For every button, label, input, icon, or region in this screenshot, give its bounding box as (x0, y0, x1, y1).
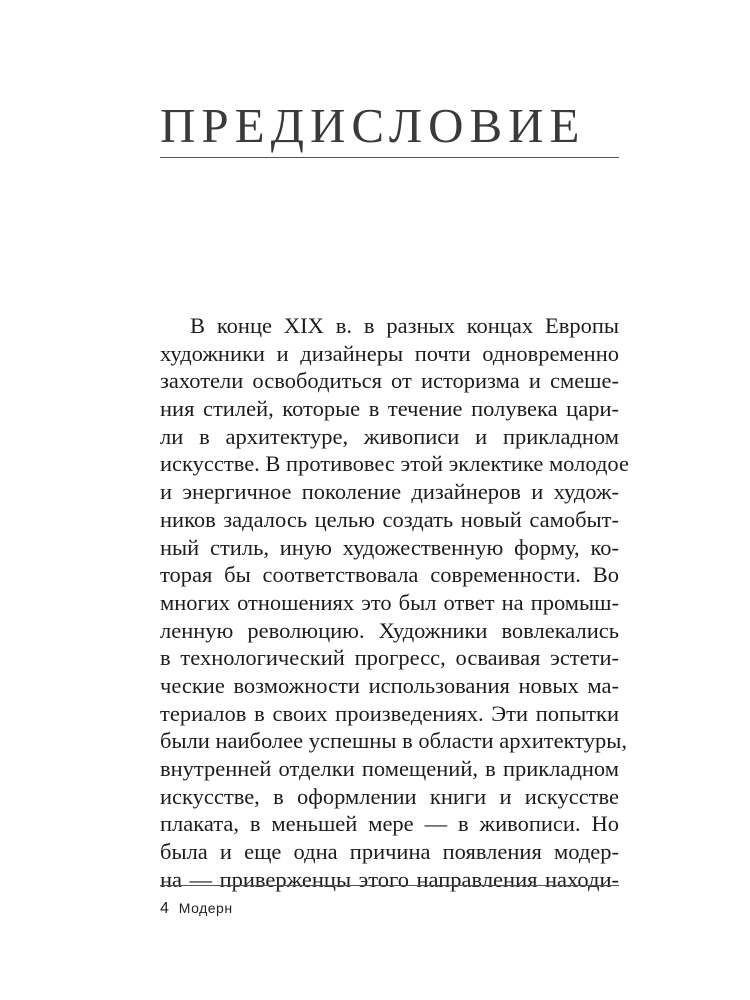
text-line: териалов в своих произведениях. Эти попытки (160, 700, 619, 726)
text-line: ли в архитектуре, живописи и прикладном (160, 423, 619, 449)
text-line: ленную революцию. Художники вовлекались (160, 617, 619, 643)
text-line: искусстве. В противовес этой эклектике молодое (160, 451, 629, 477)
text-line: плаката, в меньшей мере — в живописи. Но (160, 811, 619, 837)
text-line: были наиболее успешны в области архитектуры, (160, 728, 627, 754)
running-title: Модерн (178, 900, 233, 916)
text-line: была и еще одна причина появления модер- (160, 839, 619, 865)
text-line: В конце XIX в. в разных концах Европы (190, 313, 619, 338)
text-line: ников задалось целью создать новый самобыт- (160, 506, 619, 532)
page-title: ПРЕДИСЛОВИЕ (160, 98, 586, 153)
text-line: ческие возможности использования новых ма- (160, 672, 619, 698)
text-line: на — приверженцы этого направления находи- (160, 866, 619, 892)
footer-divider (160, 885, 619, 886)
text-line: захотели освободиться от историзма и смеше- (160, 368, 619, 394)
text-line: в технологический прогресс, осваивая эстети- (160, 645, 619, 671)
text-line: многих отношениях это был ответ на промыш- (160, 589, 619, 615)
text-line: торая бы соответствовала современности. Во (160, 562, 619, 588)
text-line: ния стилей, которые в течение полувека цари- (160, 396, 619, 422)
page-number: 4 (160, 900, 169, 917)
text-line: ный стиль, иную художественную форму, ко- (160, 534, 619, 560)
text-line: внутренней отделки помещений, в прикладном (160, 756, 619, 781)
title-divider (160, 157, 619, 158)
page-footer (160, 898, 233, 919)
text-line: и энергичное поколение дизайнеров и худож- (160, 479, 619, 505)
text-line: искусстве, в оформлении книги и искусстве (160, 783, 619, 809)
text-line: художники и дизайнеры почти одновременно (160, 340, 619, 366)
body-paragraph (160, 312, 629, 893)
